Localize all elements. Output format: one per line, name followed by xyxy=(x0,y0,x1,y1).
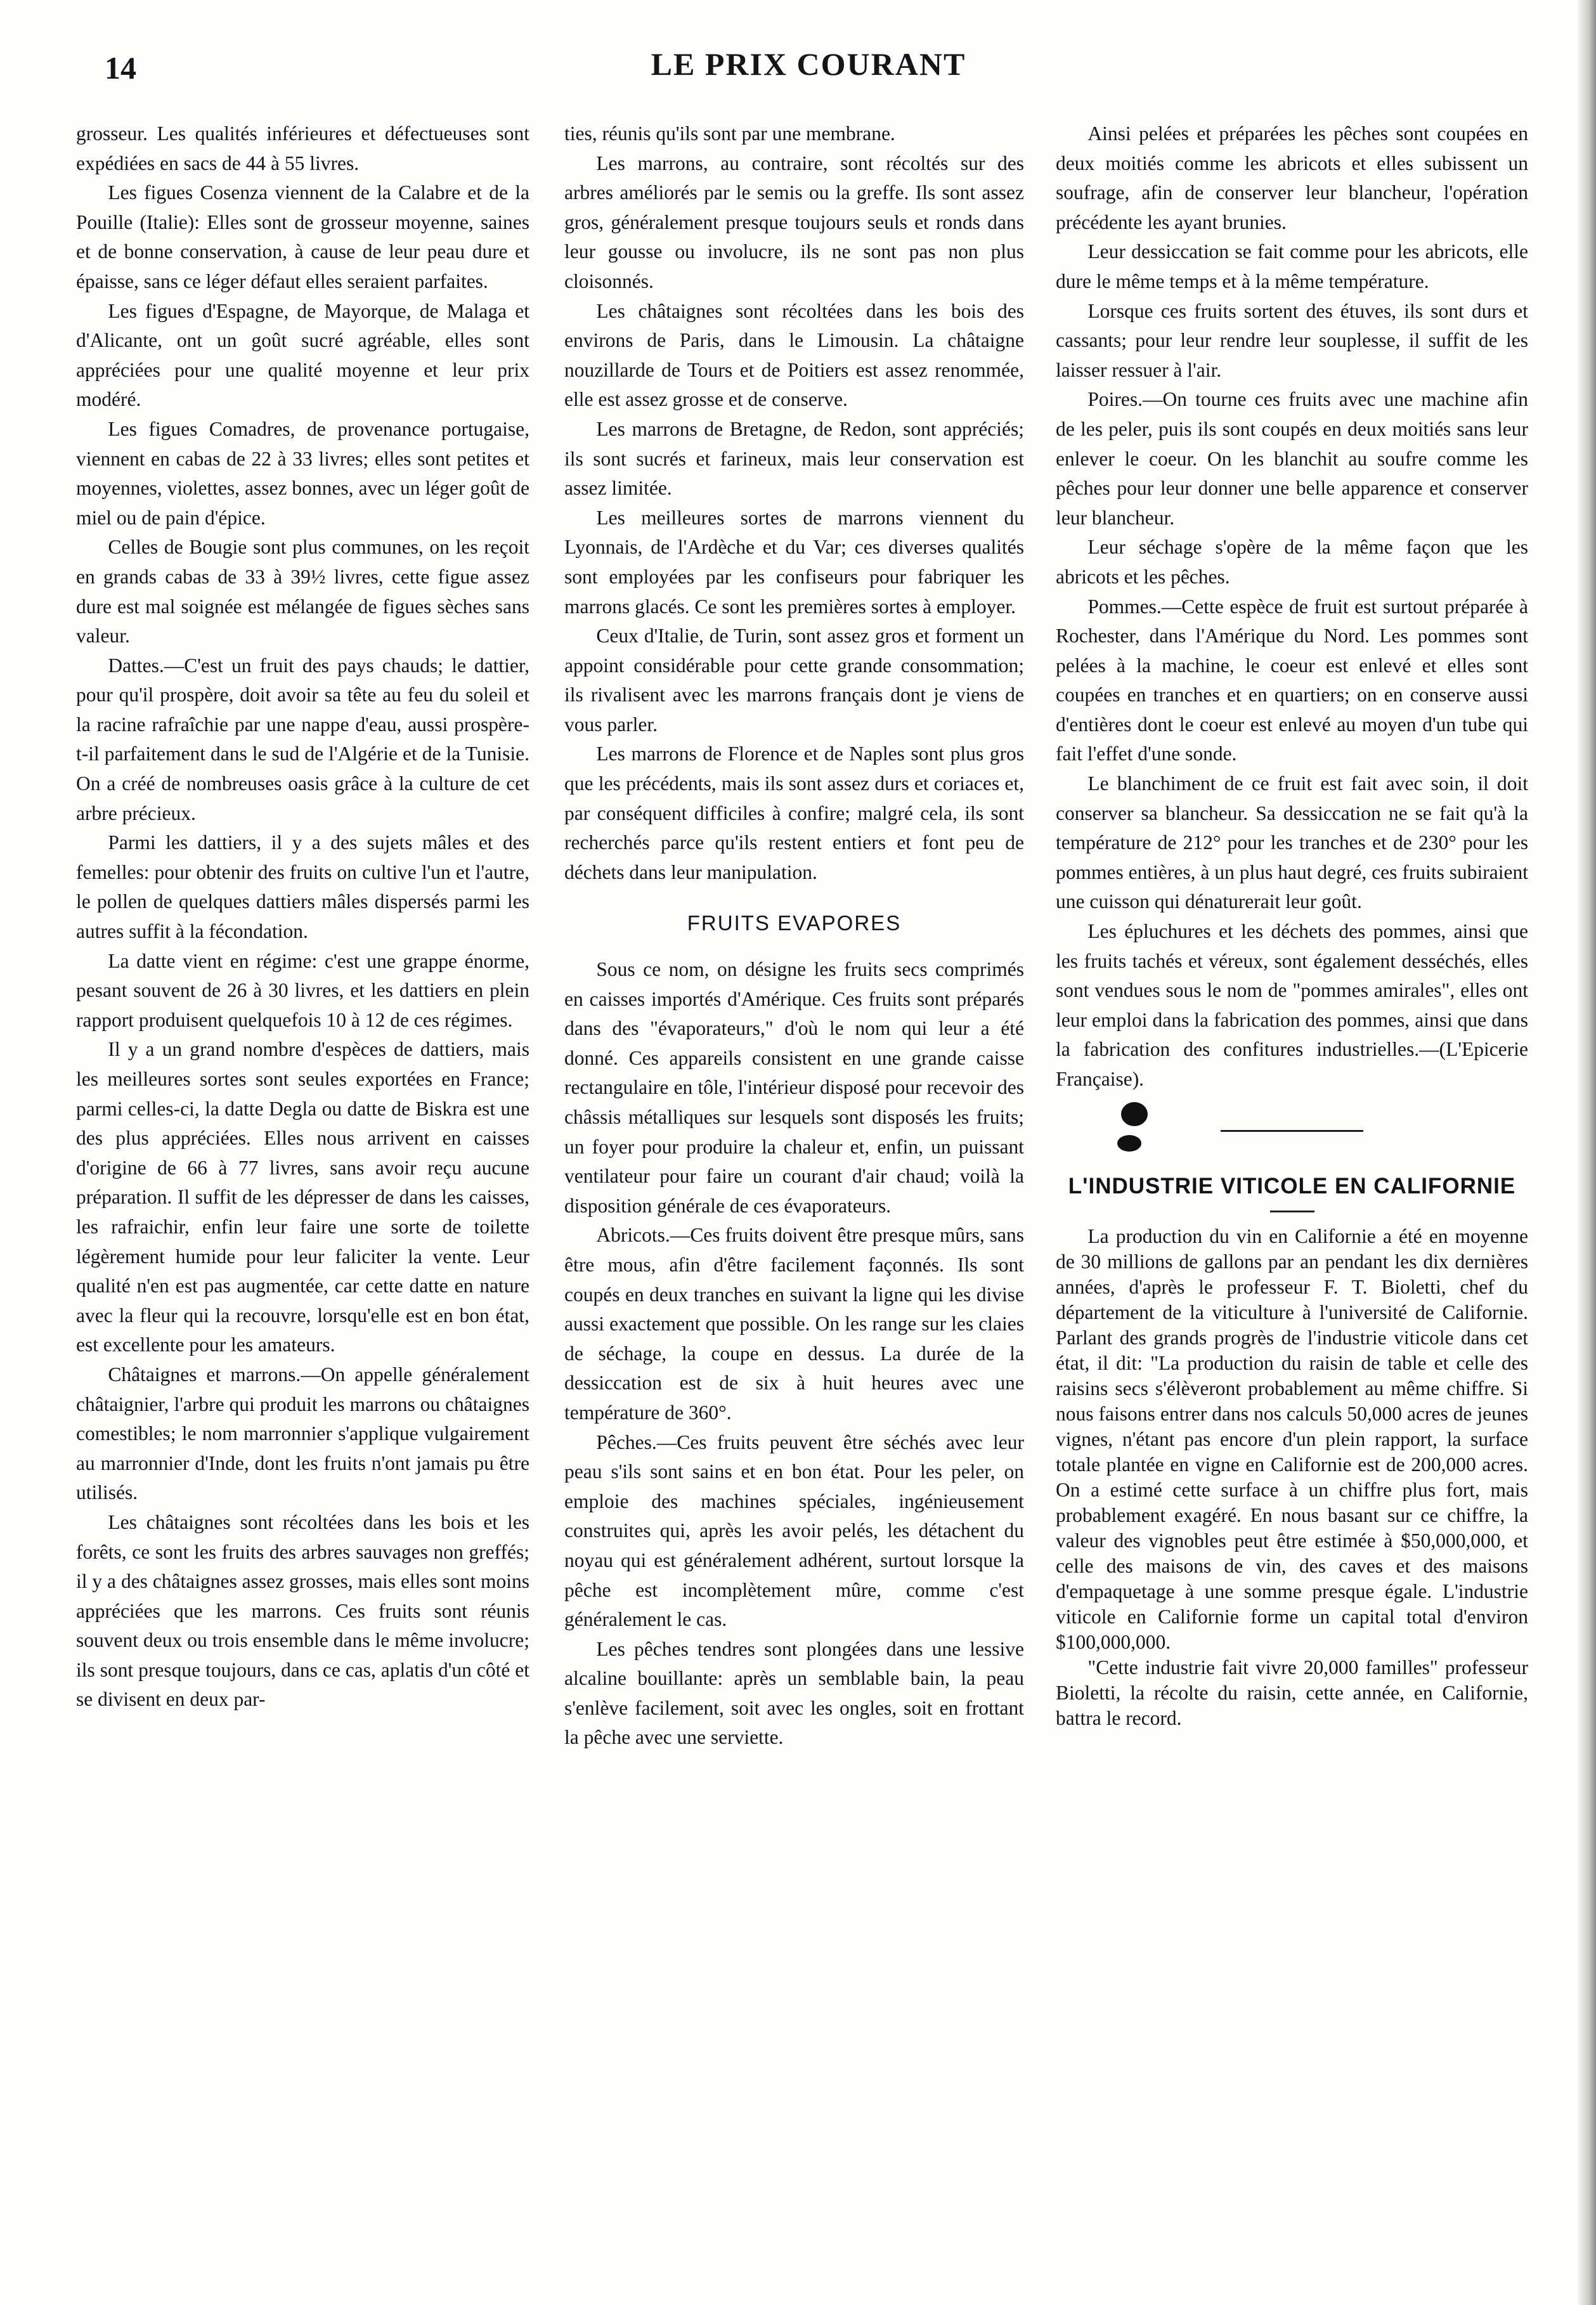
paragraph: Lorsque ces fruits sortent des étuves, ils sont durs et cassants; pour leur rendre leur souplesse, il suffit de les laisser ressuer à l'air. xyxy=(1056,299,1528,381)
paragraph: Abricots.—Ces fruits doivent être presque mûrs, sans être mous, afin d'être facilement façonnés. Ils sont coupés en deux tranches en suivant la ligne qui les divise aussi exactement que possible. On les range sur les claies de séchage, la coupe en dessus. La durée de la dessiccation est de six à huit heures avec une température de 360°. xyxy=(564,1224,1024,1424)
journal-title: LE PRIX COURANT xyxy=(651,46,966,82)
paragraph: Ceux d'Italie, de Turin, sont assez gros et forment un appoint considérable pour cette grande consommation; ils rivalisent avec les marrons français dont je viens de vous parler. xyxy=(564,625,1024,736)
paragraph: Les figues d'Espagne, de Mayorque, de Malaga et d'Alicante, ont un goût sucré agréable, elles sont appréciées pour une qualité moyenne et leur prix modéré. xyxy=(76,299,529,411)
paragraph: Les figues Cosenza viennent de la Calabre et de la Pouille (Italie): Elles sont de grosseur moyenne, saines et de bonne conservation, à cause de leur peau dure et épaisse, sans ce léger défaut elles seraient parfaites. xyxy=(76,181,529,292)
paragraph: Châtaignes et marrons.—On appelle généralement châtaignier, l'arbre qui produit les marrons ou châtaignes comestibles; le nom marronnier s'applique vulgairement au marronnier d'Inde, dont les fruits n'ont jamais pu être utilisés. xyxy=(76,1363,529,1504)
paragraph: Il y a un grand nombre d'espèces de dattiers, mais les meilleures sortes sont seules exportées en France; parmi celles-ci, la datte Degla ou datte de Biskra est une des plus appréciées. Elles nous arrivent en caisses d'origine de 66 à 77 livres, sans avoir reçu aucune préparation. Il suffit de les dépresser de dans les caisses, les rafraichir, enfin leur faire une sorte de toilette légèrement humide pour leur faliciter la vente. Leur qualité n'en est pas augmentée, car cette datte en nature avec la fleur qui la recouvre, lorsqu'elle est en bon état, est excellente pour les amateurs. xyxy=(76,1038,529,1356)
heading-underline-rule xyxy=(1270,1211,1314,1212)
section-heading: FRUITS EVAPORES xyxy=(687,911,902,935)
paragraph: Les pêches tendres sont plongées dans une lessive alcaline bouillante: après un semblable bain, la peau s'enlève facilement, soit avec les ongles, soit en frottant la pêche avec une serviette. xyxy=(564,1637,1024,1749)
paragraph: Leur dessiccation se fait comme pour les abricots, elle dure le même temps et à la même température. xyxy=(1056,240,1528,292)
paragraph: Les châtaignes sont récoltées dans les bois des environs de Paris, dans le Limousin. La châtaigne nouzillarde de Tours et de Poitiers est assez renommée, elle est assez grosse et de conserve. xyxy=(564,299,1024,411)
page-number: 14 xyxy=(105,50,136,86)
column-3 xyxy=(1056,119,1528,1731)
paragraph: Les châtaignes sont récoltées dans les bois et les forêts, ce sont les fruits des arbres sauvages non greffés; il y a des châtaignes assez grosses, mais elles sont moins appréciées que les marrons. Ces fruits sont réunis souvent deux ou trois ensemble dans le même involucre; ils sont presque toujours, dans ce cas, aplatis d'un côté et se divisent en deux par- xyxy=(76,1510,529,1711)
paragraph: La datte vient en régime: c'est une grappe énorme, pesant souvent de 26 à 30 livres, et les dattiers en plein rapport produisent quelquefois 10 à 12 de ces régimes. xyxy=(76,949,529,1031)
paragraph: Leur séchage s'opère de la même façon que les abricots et les pêches. xyxy=(1056,536,1528,588)
paragraph: Les marrons de Bretagne, de Redon, sont appréciés; ils sont sucrés et farineux, mais leur conservation est assez limitée. xyxy=(564,417,1024,500)
article-heading: L'INDUSTRIE VITICOLE EN CALIFORNIE xyxy=(1068,1173,1516,1198)
paragraph: Parmi les dattiers, il y a des sujets mâles et des femelles: pour obtenir des fruits on cultive l'un et l'autre, le pollen de quelques dattiers mâles dispersés parmi les autres suffit à la fécondation. xyxy=(76,831,529,943)
paragraph: Pommes.—Cette espèce de fruit est surtout préparée à Rochester, dans l'Amérique du Nord. Les pommes sont pelées à la machine, le coeur est enlevé et elles sont coupées en tranches et en quartiers; on en conserve aussi d'entières dont le coeur est enlevé au moyen d'un tube qui fait l'effet d'une sonde. xyxy=(1056,595,1528,765)
paragraph: Celles de Bougie sont plus communes, on les reçoit en grands cabas de 33 à 39½ livres, cette figue assez dure est mal soignée est mélangée de figues sèches sans valeur. xyxy=(76,536,529,647)
paragraph: La production du vin en Californie a été en moyenne de 30 millions de gallons par an pendant les dix dernières années, d'après le professeur F. T. Bioletti, chef du département de la viticulture à l'université de Californie. Parlant des grands progrès de l'industrie viticole dans cet état, il dit: "La production du raisin de table et celle des raisins secs s'élèveront probablement au même chiffre. Si nous faisons entrer dans nos calculs 50,000 acres de jeunes vignes, n'étant pas encore d'un plein rapport, la surface totale plantée en vigne en Californie est de 200,000 acres. On a estimé cette surface à un chiffre plus fort, mais probablement exagéré. En nous basant sur ce chiffre, la valeur des vignobles peut être estimée à $50,000,000, et celle des maisons de vin, des caves et des maisons d'empaquetage à une somme presque égale. L'industrie viticole en Californie forme un capital total d'environ $100,000,000. xyxy=(1056,1224,1528,1653)
column-2 xyxy=(564,119,1024,1753)
article-separator-rule xyxy=(1221,1130,1363,1132)
paragraph: "Cette industrie fait vivre 20,000 familles" professeur Bioletti, la récolte du raisin, cette année, en Californie, battra le record. xyxy=(1056,1656,1528,1729)
paragraph: Poires.—On tourne ces fruits avec une machine afin de les peler, puis ils sont coupés en deux moitiés sans leur enlever le coeur. On les blanchit au soufre comme les pêches pour leur donner une belle apparence et conserver leur blancheur. xyxy=(1056,388,1528,529)
ink-blot xyxy=(1117,1135,1141,1152)
column-1 xyxy=(76,119,529,1715)
paragraph: Les marrons de Florence et de Naples sont plus gros que les précédents, mais ils sont assez durs et coriaces et, par conséquent difficiles à confire; malgré cela, ils sont recherchés parce qu'ils restent entiers et font peu de déchets dans leur manipulation. xyxy=(564,743,1024,883)
paragraph: ties, réunis qu'ils sont par une membrane. xyxy=(564,122,895,145)
paragraph: Sous ce nom, on désigne les fruits secs comprimés en caisses importés d'Amérique. Ces fruits sont préparés dans des "évaporateurs," d'où le nom qui leur a été donné. Ces appareils consistent en une grande caisse rectangulaire en tôle, l'intérieur disposé pour recevoir des châssis métalliques sur lesquels sont disposés les fruits; un foyer pour produire la chaleur et, enfin, un puissant ventilateur pour faire un courant d'air chaud; voilà la disposition générale de ces évaporateurs. xyxy=(564,958,1024,1217)
paragraph: Ainsi pelées et préparées les pêches sont coupées en deux moitiés comme les abricots et elles subissent un soufrage, afin de conserver leur blancheur, l'opération précédente les ayant brunies. xyxy=(1056,122,1528,233)
page-edge-shadow xyxy=(1578,0,1596,2305)
paragraph: Les figues Comadres, de provenance portugaise, viennent en cabas de 22 à 33 livres; elles sont petites et moyennes, violettes, assez bonnes, avec un léger goût de miel ou de pain d'épice. xyxy=(76,417,529,529)
paragraph: Le blanchiment de ce fruit est fait avec soin, il doit conserver sa blancheur. Sa dessiccation ne se fait qu'à la température de 212° pour les tranches et de 230° pour les pommes entières, à un plus haut degré, ces fruits subiraient une cuisson qui dénaturerait leur goût. xyxy=(1056,772,1528,913)
paragraph: Les meilleures sortes de marrons viennent du Lyonnais, de l'Ardèche et du Var; ces diverses qualités sont employées par les confiseurs pour fabriquer les marrons glacés. Ce sont les premières sortes à employer. xyxy=(564,506,1024,618)
ink-blot xyxy=(1121,1102,1148,1126)
paragraph: grosseur. Les qualités inférieures et défectueuses sont expédiées en sacs de 44 à 55 livres. xyxy=(76,122,529,174)
article-body xyxy=(1056,1224,1528,1731)
paragraph: Pêches.—Ces fruits peuvent être séchés avec leur peau s'ils sont sains et en bon état. Pour les peler, on emploie des machines spéciales, ingénieusement construites qui, après les avoir pelés, les détachent du noyau qui est généralement adhérent, surtout lorsque la pêche est incomplètement mûre, comme c'est généralement le cas. xyxy=(564,1431,1024,1631)
paragraph: Dattes.—C'est un fruit des pays chauds; le dattier, pour qu'il prospère, doit avoir sa tête au feu du soleil et la racine rafraîchie par une nappe d'eau, aussi prospère-t-il parfaitement dans le sud de l'Algérie et de la Tunisie. On a créé de nombreuses oasis grâce à la culture de cet arbre précieux. xyxy=(76,654,529,824)
paragraph: Les marrons, au contraire, sont récoltés sur des arbres améliorés par le semis ou la greffe. Ils sont assez gros, généralement presque toujours seuls et ronds dans leur gousse ou involucre, ils ne sont pas non plus cloisonnés. xyxy=(564,152,1024,292)
paragraph: Les épluchures et les déchets des pommes, ainsi que les fruits tachés et véreux, sont également desséchés, elles sont vendues sous le nom de "pommes amirales", elles ont leur emploi dans la fabrication des pommes, ainsi que dans la fabrication des confitures industrielles.—(L'Epicerie Française). xyxy=(1056,920,1528,1090)
